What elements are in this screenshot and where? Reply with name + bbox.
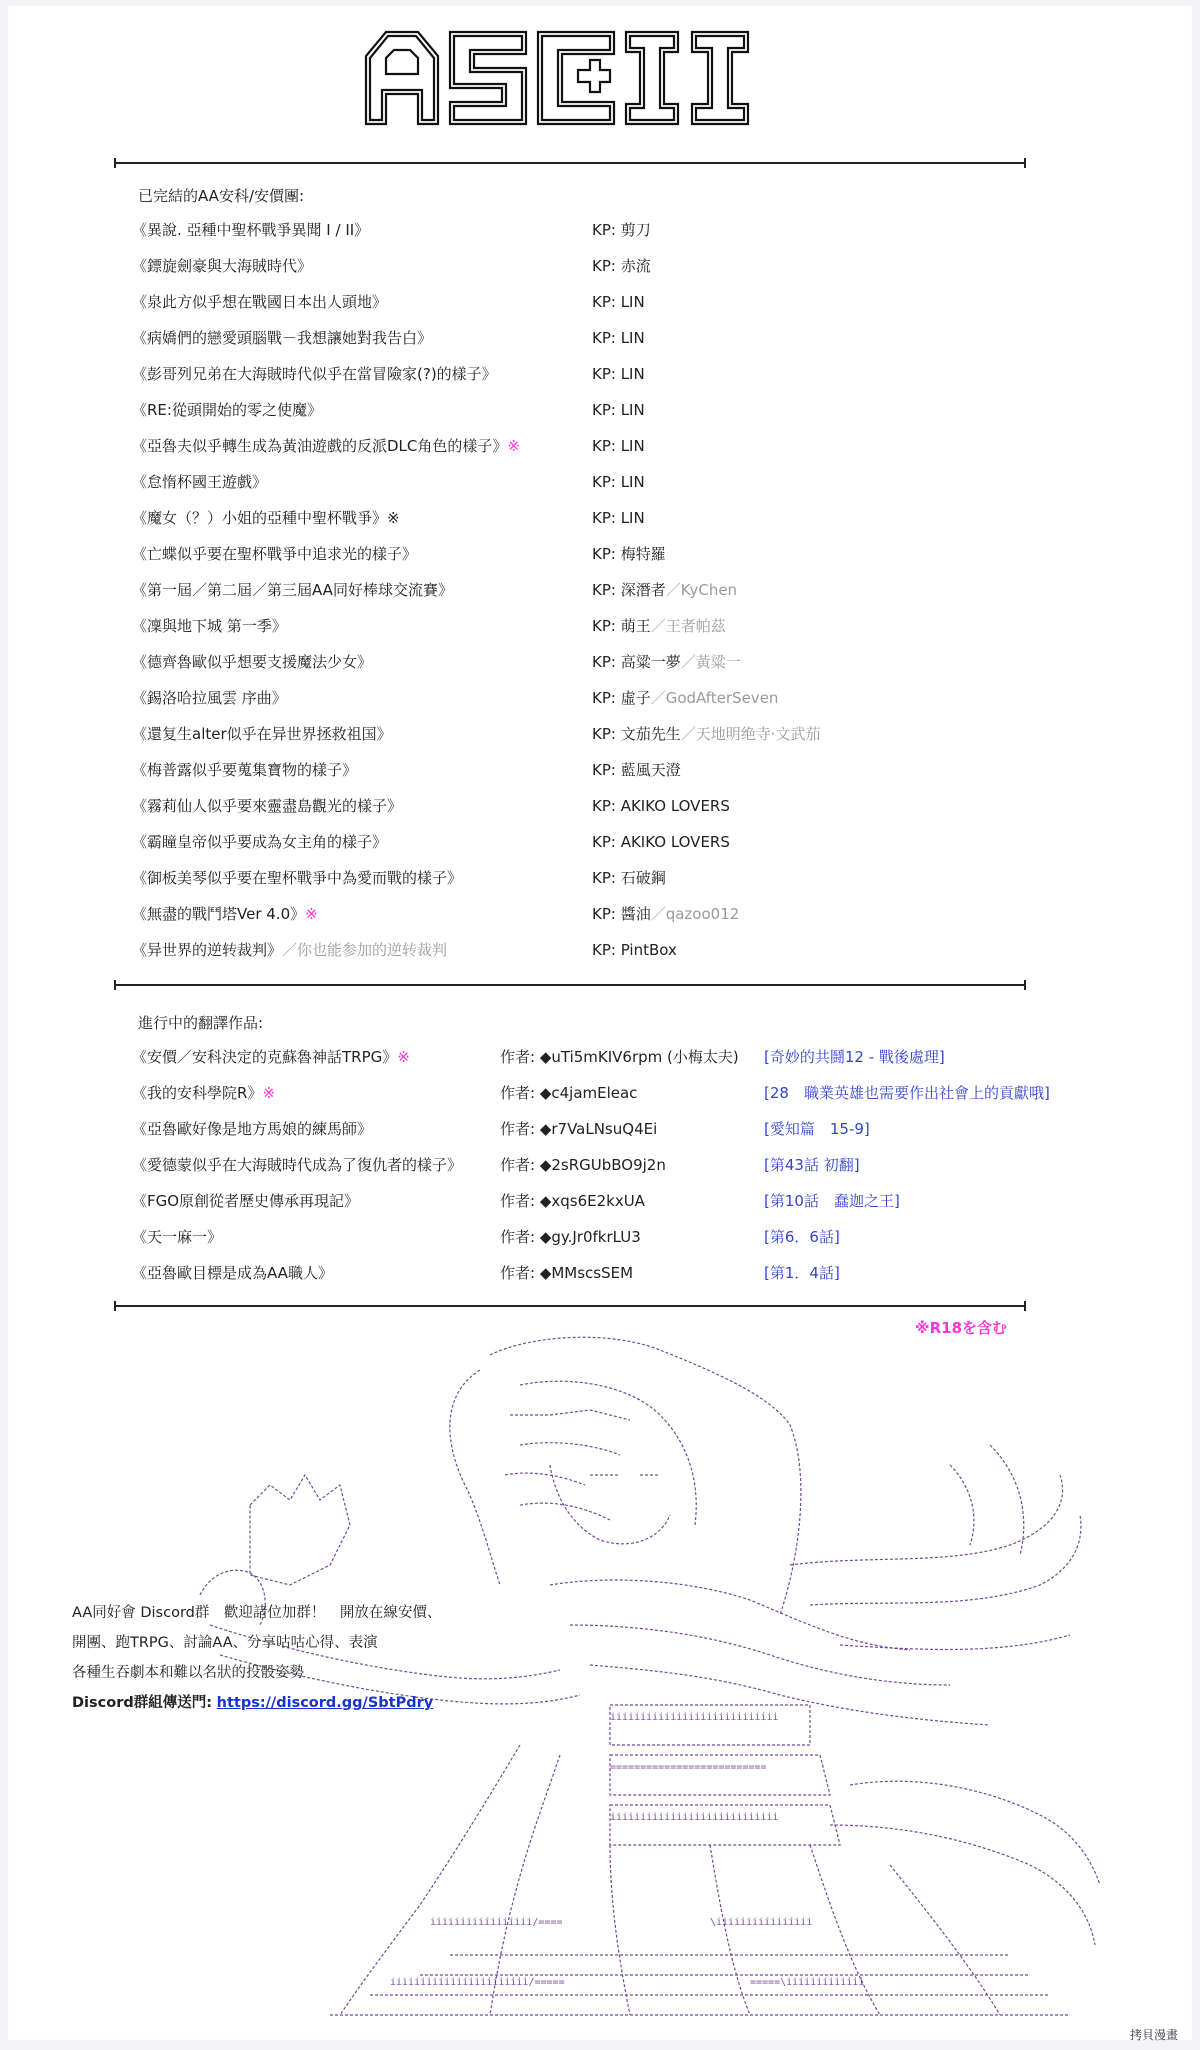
- work-title: 《怠惰杯國王遊戲》: [132, 473, 268, 491]
- author: 作者: ◆xqs6E2kxUA: [500, 1192, 645, 1210]
- work-title: 《亞魯歐好像是地方馬娘的練馬師》: [132, 1120, 373, 1138]
- chapter-link[interactable]: [28 職業英雄也需要作出社會上的貢獻哦]: [764, 1084, 1050, 1102]
- work-title: 《凜與地下城 第一季》: [132, 617, 287, 635]
- ascii-logo: [362, 28, 754, 128]
- kp-name: KP: AKIKO LOVERS: [592, 797, 730, 815]
- work-title: 《錫洛哈拉風雲 序曲》: [132, 689, 287, 707]
- watermark: 拷貝漫畫: [1130, 2028, 1179, 2042]
- chapter-link[interactable]: [第1．4話]: [764, 1264, 840, 1282]
- work-title: 《亞魯歐目標是成為AA職人》: [132, 1264, 333, 1282]
- work-title: 《我的安科學院R》※: [132, 1084, 276, 1102]
- kp-name: KP: LIN: [592, 401, 645, 419]
- svg-text:iiiiiiiiiiiiiiiii/====: iiiiiiiiiiiiiiiii/====: [430, 1917, 563, 1928]
- discord-line: 開團、跑TRPG、討論AA、分享咕咕心得、表演: [72, 1635, 378, 1651]
- work-title: 《病嬌們的戀愛頭腦戰－我想讓她對我告白》: [132, 329, 433, 347]
- work-title: 《霧莉仙人似乎要來靈盡島觀光的樣子》: [132, 797, 403, 815]
- kp-name: KP: 虛子／GodAfterSeven: [592, 689, 779, 707]
- work-title: 《無盡的戰鬥塔Ver 4.0》※: [132, 905, 318, 923]
- discord-link-label: Discord群組傳送門:: [72, 1695, 213, 1711]
- kp-name: KP: PintBox: [592, 941, 677, 959]
- work-title: 《彭哥列兄弟在大海賊時代似乎在當冒險家(?)的樣子》: [132, 365, 497, 383]
- work-title: 《FGO原創從者歷史傳承再現記》: [132, 1192, 360, 1210]
- divider-bottom: [114, 1305, 1026, 1307]
- kp-name: KP: 藍風天澄: [592, 761, 681, 779]
- author: 作者: ◆MMscsSEM: [500, 1264, 634, 1282]
- kp-name: KP: 文茄先生／天地明绝寺·文武茄: [592, 725, 821, 743]
- work-title: 《魔女（？）小姐的亞種中聖杯戰爭》※: [132, 509, 400, 527]
- work-title: 《泉此方似乎想在戰國日本出人頭地》: [132, 293, 388, 311]
- kp-name: KP: LIN: [592, 473, 645, 491]
- kp-name: KP: 高粱一夢／黃粱一: [592, 653, 741, 671]
- kp-name: KP: 深潛者／KyChen: [592, 581, 738, 599]
- kp-name: KP: LIN: [592, 437, 645, 455]
- author: 作者: ◆r7VaLNsuQ4Ei: [500, 1120, 658, 1138]
- ongoing-heading: 進行中的翻譯作品:: [138, 1014, 264, 1032]
- work-title: 《德齊魯歐似乎想要支援魔法少女》: [132, 653, 373, 671]
- divider-top: [114, 162, 1026, 164]
- kp-name: KP: LIN: [592, 365, 645, 383]
- svg-text:iiiiiiiiiiiiiiiiiiiiiiiiiiii: iiiiiiiiiiiiiiiiiiiiiiiiiiii: [610, 1812, 779, 1823]
- r18-mark: ※: [305, 905, 318, 923]
- work-title: 《還复生alter似乎在异世界拯救祖国》: [132, 725, 392, 743]
- author: 作者: ◆uTi5mKIV6rpm (小梅太夫): [500, 1048, 739, 1066]
- discord-line: AA同好會 Discord群 歡迎諸位加群！ 開放在線安價、: [72, 1605, 442, 1621]
- work-title: 《異說. 亞種中聖杯戰爭異聞 I / II》: [132, 221, 370, 239]
- work-title: 《梅普露似乎要蒐集寶物的樣子》: [132, 761, 358, 779]
- kp-name: KP: 萌王／王者帕茲: [592, 617, 726, 635]
- r18-mark: ※: [262, 1084, 276, 1102]
- chapter-link[interactable]: [第6．6話]: [764, 1228, 840, 1246]
- author: 作者: ◆gy.Jr0fkrLU3: [500, 1228, 641, 1246]
- svg-text:=====\iiiiiiiiiiiii: =====\iiiiiiiiiiiii: [750, 1977, 865, 1988]
- kp-name: KP: 赤流: [592, 257, 651, 275]
- work-title: 《RE:從頭開始的零之使魔》: [132, 401, 322, 419]
- work-title: 《亡蝶似乎要在聖杯戰爭中追求光的樣子》: [132, 545, 418, 563]
- r18-mark: ※: [507, 437, 520, 455]
- kp-name: KP: LIN: [592, 509, 645, 527]
- work-title: 《霸瞳皇帝似乎要成為女主角的樣子》: [132, 833, 388, 851]
- author: 作者: ◆2sRGUbBO9j2n: [500, 1156, 666, 1174]
- svg-text:\iiiiiiiiiiiiiiii: \iiiiiiiiiiiiiiii: [710, 1917, 813, 1928]
- kp-name: KP: 醬油／qazoo012: [592, 905, 740, 923]
- kp-name: KP: 剪刀: [592, 221, 651, 239]
- discord-link[interactable]: https://discord.gg/SbtPdry: [216, 1695, 434, 1711]
- kp-name: KP: LIN: [592, 329, 645, 347]
- chapter-link[interactable]: [第43話 初翻]: [764, 1156, 860, 1174]
- work-title: 《亞魯夫似乎轉生成為黃油遊戲的反派DLC角色的樣子》※: [132, 437, 520, 455]
- svg-text:==========================: ==========================: [610, 1762, 767, 1773]
- kp-name: KP: 石破鋼: [592, 869, 666, 887]
- svg-text:iiiiiiiiiiiiiiiiiiiiiii/=====: iiiiiiiiiiiiiiiiiiiiiii/=====: [390, 1977, 565, 1988]
- kp-name: KP: LIN: [592, 293, 645, 311]
- work-title: 《第一屆／第二屆／第三屆AA同好棒球交流賽》: [132, 581, 453, 599]
- discord-link-row: [72, 1688, 472, 1718]
- r18-note: ※R18を含む: [915, 1319, 1008, 1337]
- kp-name: KP: AKIKO LOVERS: [592, 833, 730, 851]
- kp-name: KP: 梅特羅: [592, 545, 666, 563]
- discord-notice: [72, 1598, 472, 1718]
- chapter-link[interactable]: [奇妙的共鬪12 - 戰後處理]: [764, 1048, 945, 1066]
- author: 作者: ◆c4jamEleac: [500, 1084, 638, 1102]
- discord-line: 各種生吞劇本和難以名狀的投骰姿勢: [72, 1665, 304, 1681]
- work-title: 《异世界的逆转裁判》／你也能参加的逆转裁判: [132, 941, 448, 959]
- chapter-link[interactable]: [愛知篇 15-9]: [764, 1120, 870, 1138]
- work-title: 《天一麻一》: [132, 1228, 223, 1246]
- work-title: 《鏢旋劍豪與大海賊時代》: [132, 257, 313, 275]
- svg-text:iiiiiiiiiiiiiiiiiiiiiiiiiiii: iiiiiiiiiiiiiiiiiiiiiiiiiiii: [610, 1712, 779, 1723]
- chapter-link[interactable]: [第10話 蠢迦之王]: [764, 1192, 900, 1210]
- completed-heading: 已完結的AA安科/安價團:: [138, 187, 305, 205]
- work-title: 《御板美琴似乎要在聖杯戰爭中為愛而戰的樣子》: [132, 869, 463, 887]
- r18-mark: ※: [397, 1048, 410, 1066]
- divider-middle: [114, 984, 1026, 986]
- work-title: 《愛德蒙似乎在大海賊時代成為了復仇者的樣子》: [132, 1156, 463, 1174]
- work-title: 《安價／安科決定的克蘇魯神話TRPG》※: [132, 1048, 410, 1066]
